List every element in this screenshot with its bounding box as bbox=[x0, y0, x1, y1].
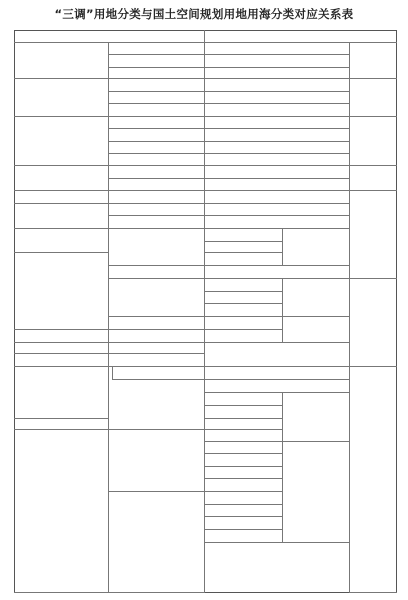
table-rule bbox=[108, 353, 204, 354]
table-rule bbox=[204, 91, 349, 92]
table-rule bbox=[204, 329, 282, 330]
table-rule bbox=[349, 278, 397, 279]
table-rule bbox=[108, 165, 204, 166]
table-rule bbox=[108, 103, 204, 104]
table-rule bbox=[112, 379, 204, 380]
table-rule bbox=[204, 542, 282, 543]
classification-table bbox=[14, 30, 397, 596]
table-rule bbox=[204, 128, 349, 129]
table-rule bbox=[112, 366, 113, 380]
table-rule bbox=[204, 103, 349, 104]
table-rule bbox=[282, 228, 283, 266]
table-rule bbox=[204, 316, 282, 317]
table-rule bbox=[282, 329, 283, 343]
table-rule bbox=[282, 278, 283, 317]
table-rule bbox=[282, 265, 349, 266]
table-rule bbox=[14, 329, 108, 330]
table-rule bbox=[204, 453, 282, 454]
table-rule bbox=[349, 592, 397, 593]
table-rule bbox=[282, 228, 349, 229]
table-rule bbox=[204, 203, 349, 204]
table-rule bbox=[204, 190, 349, 191]
table-rule bbox=[204, 516, 282, 517]
table-rule bbox=[204, 265, 282, 266]
table-rule bbox=[108, 42, 109, 593]
table-rule bbox=[108, 116, 204, 117]
table-rule bbox=[349, 78, 397, 79]
table-rule bbox=[204, 529, 282, 530]
table-rule bbox=[204, 504, 282, 505]
table-rule bbox=[108, 203, 204, 204]
table-rule bbox=[204, 491, 282, 492]
table-rule bbox=[108, 91, 204, 92]
table-rule bbox=[14, 342, 108, 343]
table-rule bbox=[14, 418, 108, 419]
table-rule bbox=[14, 252, 108, 253]
table-rule bbox=[204, 241, 282, 242]
table-rule bbox=[108, 54, 204, 55]
table-border bbox=[14, 30, 397, 593]
table-rule bbox=[282, 278, 349, 279]
table-rule bbox=[204, 303, 282, 304]
table-rule bbox=[108, 329, 204, 330]
table-rule bbox=[349, 116, 397, 117]
table-rule bbox=[108, 178, 204, 179]
table-rule bbox=[204, 54, 349, 55]
table-rule bbox=[204, 30, 205, 593]
table-rule bbox=[349, 190, 397, 191]
table-rule bbox=[108, 429, 204, 430]
table-rule bbox=[349, 42, 350, 593]
table-rule bbox=[14, 190, 108, 191]
table-rule bbox=[14, 203, 108, 204]
table-rule bbox=[108, 215, 204, 216]
table-rule bbox=[204, 405, 282, 406]
page-title: “三调”用地分类与国土空间规划用地用海分类对应关系表 bbox=[54, 7, 354, 21]
table-rule bbox=[204, 178, 349, 179]
table-rule bbox=[282, 342, 349, 343]
table-rule bbox=[204, 478, 282, 479]
table-rule bbox=[204, 67, 349, 68]
table-rule bbox=[14, 116, 108, 117]
table-rule bbox=[204, 342, 282, 343]
table-rule bbox=[14, 429, 108, 430]
table-rule bbox=[108, 342, 204, 343]
table-rule bbox=[108, 316, 204, 317]
table-rule bbox=[108, 265, 204, 266]
table-rule bbox=[282, 542, 349, 543]
table-rule bbox=[108, 190, 204, 191]
table-rule bbox=[108, 228, 204, 229]
table-rule bbox=[108, 491, 204, 492]
table-rule bbox=[282, 392, 283, 442]
table-rule bbox=[14, 42, 397, 43]
table-rule bbox=[204, 418, 282, 419]
table-rule bbox=[108, 128, 204, 129]
table-rule bbox=[204, 165, 349, 166]
table-rule bbox=[204, 215, 349, 216]
table-rule bbox=[14, 592, 108, 593]
table-rule bbox=[349, 366, 397, 367]
table-rule bbox=[14, 78, 108, 79]
table-rule bbox=[204, 366, 349, 367]
table-rule bbox=[282, 392, 349, 393]
table-rule bbox=[204, 429, 282, 430]
table-rule bbox=[108, 67, 204, 68]
table-rule bbox=[204, 379, 349, 380]
table-rule bbox=[108, 78, 204, 79]
table-rule bbox=[108, 366, 204, 367]
table-rule bbox=[282, 441, 283, 543]
table-rule bbox=[282, 441, 349, 442]
table-rule bbox=[204, 141, 349, 142]
table-rule bbox=[14, 165, 108, 166]
table-rule bbox=[108, 592, 204, 593]
table-rule bbox=[108, 278, 204, 279]
table-rule bbox=[204, 153, 349, 154]
table-rule bbox=[349, 165, 397, 166]
table-rule bbox=[108, 141, 204, 142]
table-rule bbox=[14, 353, 108, 354]
table-rule bbox=[14, 228, 108, 229]
table-rule bbox=[108, 153, 204, 154]
table-rule bbox=[204, 252, 282, 253]
table-rule bbox=[204, 441, 282, 442]
table-rule bbox=[204, 291, 282, 292]
table-rule bbox=[282, 316, 349, 317]
table-rule bbox=[204, 466, 282, 467]
table-rule bbox=[204, 78, 349, 79]
table-rule bbox=[14, 366, 108, 367]
table-rule bbox=[204, 116, 349, 117]
